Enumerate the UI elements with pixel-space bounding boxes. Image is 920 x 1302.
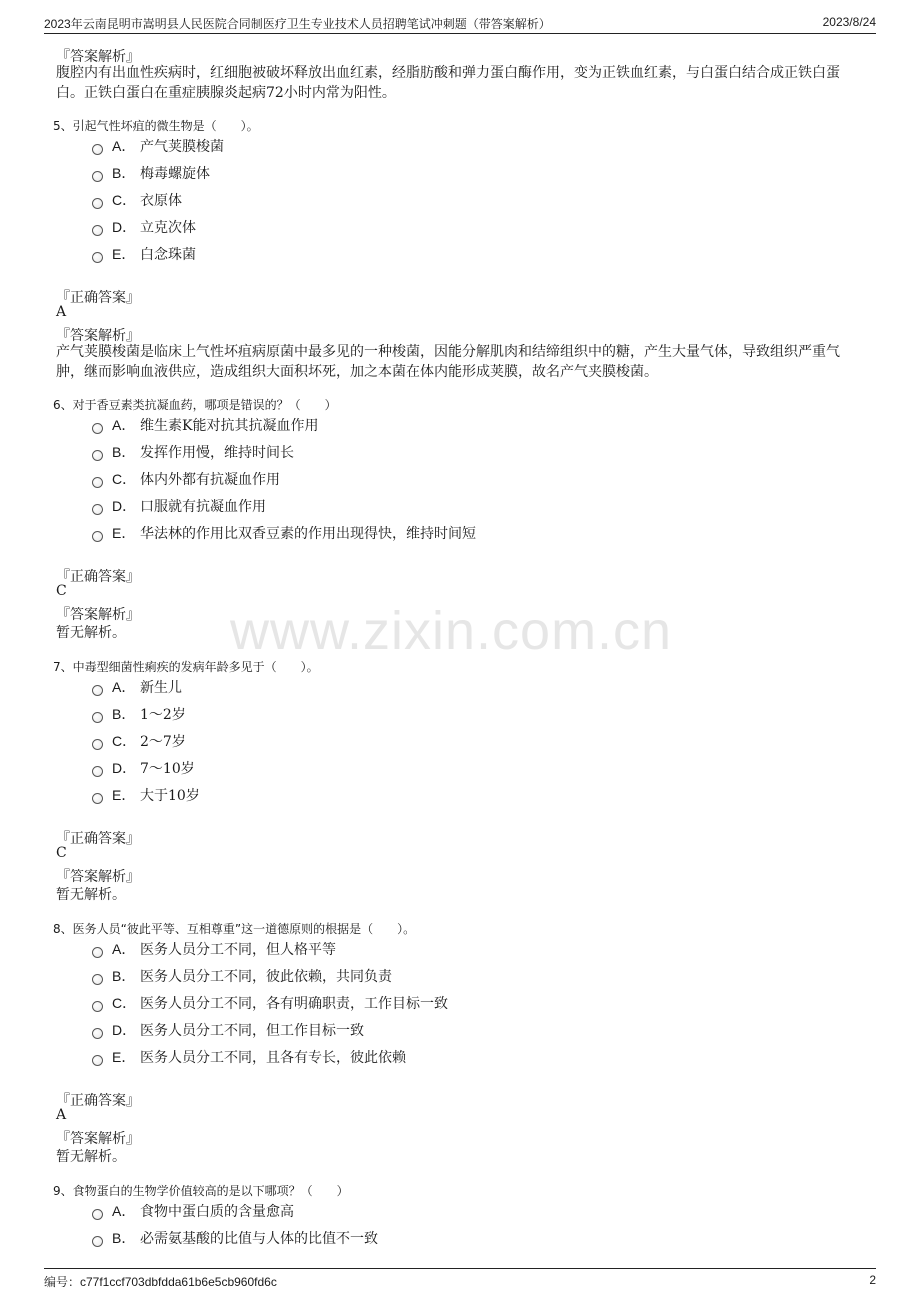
answer-label: 『正确答案』 [56, 831, 140, 847]
option-b[interactable]: B． 必需氨基酸的比值与人体的比值不一致 [92, 1228, 378, 1248]
answer-value: C [56, 845, 67, 861]
option-d[interactable]: D． 医务人员分工不同，但工作目标一致 [92, 1020, 364, 1040]
option-b[interactable]: B． 医务人员分工不同，彼此依赖，共同负责 [92, 966, 392, 986]
analysis-text: 产气荚膜梭菌是临床上气性坏疽病原菌中最多见的一种梭菌，因能分解肌肉和结缔组织中的糖，产生大量气体，导致组织严重气肿，继而影响血液供应，造成组织大面积坏死，加之本菌在体内能形成荚膜，故名产气夹膜梭菌。 [56, 344, 840, 380]
watermark: www.zixin.com.cn [230, 601, 673, 661]
radio-icon[interactable] [92, 793, 103, 804]
analysis-label: 『答案解析』 [56, 49, 140, 65]
page-number: 2 [869, 1273, 876, 1287]
option-a[interactable]: A． 食物中蛋白质的含量愈高 [92, 1201, 294, 1221]
option-c[interactable]: C． 体内外都有抗凝血作用 [92, 469, 280, 489]
option-e[interactable]: E． 白念珠菌 [92, 244, 196, 264]
option-b[interactable]: B． 梅毒螺旋体 [92, 163, 210, 183]
analysis-label: 『答案解析』 [56, 328, 140, 344]
document-title: 2023年云南昆明市嵩明县人民医院合同制医疗卫生专业技术人员招聘笔试冲刺题（带答案解析） [44, 17, 551, 31]
option-e[interactable]: E． 大于10岁 [92, 785, 200, 805]
radio-icon[interactable] [92, 766, 103, 777]
radio-icon[interactable] [92, 974, 103, 985]
option-a[interactable]: A． 维生素K能对抗其抗凝血作用 [92, 415, 318, 435]
question-stem: 7、中毒型细菌性痢疾的发病年龄多见于（ ）。 [53, 660, 319, 674]
analysis-text: 暂无解析。 [56, 887, 126, 903]
radio-icon[interactable] [92, 1055, 103, 1066]
analysis-text: 暂无解析。 [56, 1149, 126, 1165]
radio-icon[interactable] [92, 531, 103, 542]
radio-icon[interactable] [92, 423, 103, 434]
answer-value: A [56, 1107, 67, 1123]
document-code: 编号：c77f1ccf703dbfdda61b6e5cb960fd6c [44, 1275, 277, 1289]
answer-label: 『正确答案』 [56, 290, 140, 306]
radio-icon[interactable] [92, 712, 103, 723]
radio-icon[interactable] [92, 171, 103, 182]
radio-icon[interactable] [92, 225, 103, 236]
analysis-label: 『答案解析』 [56, 607, 140, 623]
option-b[interactable]: B． 发挥作用慢，维持时间长 [92, 442, 294, 462]
radio-icon[interactable] [92, 685, 103, 696]
radio-icon[interactable] [92, 252, 103, 263]
radio-icon[interactable] [92, 477, 103, 488]
option-c[interactable]: C． 衣原体 [92, 190, 182, 210]
option-a[interactable]: A． 新生儿 [92, 677, 182, 697]
question-stem: 8、医务人员“彼此平等、互相尊重”这一道德原则的根据是（ ）。 [53, 922, 416, 936]
radio-icon[interactable] [92, 1028, 103, 1039]
option-c[interactable]: C． 2～7岁 [92, 731, 186, 751]
option-d[interactable]: D． 口服就有抗凝血作用 [92, 496, 266, 516]
option-d[interactable]: D． 立克次体 [92, 217, 196, 237]
answer-label: 『正确答案』 [56, 569, 140, 585]
radio-icon[interactable] [92, 450, 103, 461]
analysis-label: 『答案解析』 [56, 1131, 140, 1147]
option-d[interactable]: D． 7～10岁 [92, 758, 195, 778]
radio-icon[interactable] [92, 144, 103, 155]
analysis-text: 暂无解析。 [56, 625, 126, 641]
radio-icon[interactable] [92, 504, 103, 515]
radio-icon[interactable] [92, 1001, 103, 1012]
radio-icon[interactable] [92, 947, 103, 958]
page-header [44, 14, 876, 34]
radio-icon[interactable] [92, 739, 103, 750]
option-a[interactable]: A． 医务人员分工不同，但人格平等 [92, 939, 336, 959]
option-a[interactable]: A． 产气荚膜梭菌 [92, 136, 224, 156]
radio-icon[interactable] [92, 1209, 103, 1220]
option-b[interactable]: B． 1～2岁 [92, 704, 186, 724]
page-footer [44, 1268, 876, 1290]
analysis-label: 『答案解析』 [56, 869, 140, 885]
option-c[interactable]: C． 医务人员分工不同，各有明确职责，工作目标一致 [92, 993, 448, 1013]
answer-value: C [56, 583, 67, 599]
radio-icon[interactable] [92, 198, 103, 209]
radio-icon[interactable] [92, 1236, 103, 1247]
option-e[interactable]: E． 华法林的作用比双香豆素的作用出现得快，维持时间短 [92, 523, 476, 543]
question-stem: 6、对于香豆素类抗凝血药，哪项是错误的？（ ） [53, 398, 337, 412]
answer-label: 『正确答案』 [56, 1093, 140, 1109]
answer-value: A [56, 304, 67, 320]
option-e[interactable]: E． 医务人员分工不同，且各有专长，彼此依赖 [92, 1047, 406, 1067]
document-date: 2023/8/24 [822, 15, 876, 29]
question-stem: 9、食物蛋白的生物学价值较高的是以下哪项？（ ） [53, 1184, 349, 1198]
question-stem: 5、引起气性坏疽的微生物是（ ）。 [53, 119, 259, 133]
analysis-text: 腹腔内有出血性疾病时，红细胞被破坏释放出血红素，经脂肪酸和弹力蛋白酶作用，变为正铁血红素，与白蛋白结合成正铁白蛋白。正铁白蛋白在重症胰腺炎起病72小时内常为阳性。 [56, 65, 840, 101]
